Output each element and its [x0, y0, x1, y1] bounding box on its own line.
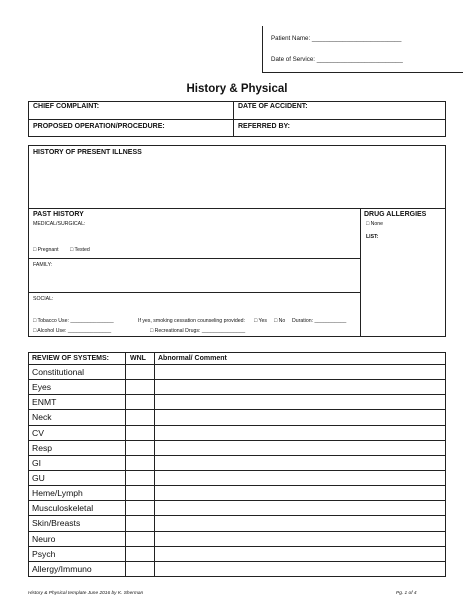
table-row — [28, 426, 446, 441]
ros-comment-cell[interactable] — [155, 426, 445, 440]
ros-wnl-cell[interactable] — [126, 486, 154, 500]
ros-system-label: Musculoskeletal — [32, 503, 94, 514]
none-checkbox[interactable]: □ None — [366, 221, 383, 227]
ros-wnl-cell[interactable] — [126, 516, 154, 530]
ros-system-label: Resp — [32, 442, 53, 453]
yes-checkbox[interactable]: □ Yes — [254, 318, 267, 324]
ros-comment-cell[interactable] — [155, 516, 445, 530]
alcohol-use-field[interactable]: □ Alcohol Use: _______________ — [33, 328, 112, 334]
table-row — [28, 380, 446, 395]
table-row — [28, 501, 446, 516]
family-label: FAMILY: — [33, 262, 53, 268]
ros-wnl-cell[interactable] — [126, 395, 154, 409]
ros-comment-cell[interactable] — [155, 395, 445, 409]
ros-wnl-cell[interactable] — [126, 426, 154, 440]
ros-wnl-cell[interactable] — [126, 562, 154, 577]
ros-system-label: Psych — [32, 548, 56, 559]
ros-wnl-cell[interactable] — [126, 365, 154, 379]
recreational-drugs-field[interactable]: □ Recreational Drugs: _______________ — [150, 328, 246, 334]
ros-comment-cell[interactable] — [155, 547, 445, 561]
table-row — [28, 471, 446, 486]
ros-wnl-cell[interactable] — [126, 410, 154, 424]
ros-system-label: Heme/Lymph — [32, 488, 83, 499]
table-row — [28, 516, 446, 531]
table-row — [28, 562, 446, 577]
medical-surgical-label: MEDICAL/SURGICAL: — [33, 221, 86, 227]
ros-system-label: Neuro — [32, 533, 56, 544]
ros-system-label: Skin/Breasts — [32, 518, 81, 529]
ros-header-comment: Abnormal/ Comment — [158, 355, 227, 362]
ros-system-label: Allergy/Immuno — [32, 563, 92, 574]
date-of-service-field[interactable]: Date of Service: _________________________ — [271, 56, 403, 63]
patient-name-field[interactable]: Patient Name: __________________________ — [271, 35, 402, 42]
ros-wnl-cell[interactable] — [126, 441, 154, 455]
tobacco-use-field[interactable]: □ Tobacco Use: _______________ — [33, 318, 114, 324]
ros-comment-cell[interactable] — [155, 456, 445, 470]
pregnant-checkbox[interactable]: □ Pregnant — [33, 247, 59, 253]
no-checkbox[interactable]: □ No — [274, 318, 286, 324]
allergy-list-label: LIST: — [366, 234, 379, 240]
table-row — [28, 441, 446, 456]
chief-complaint-label: CHIEF COMPLAINT: — [33, 103, 100, 110]
ros-system-label: GU — [32, 472, 45, 483]
duration-field[interactable]: Duration: ___________ — [292, 318, 347, 324]
ros-wnl-cell[interactable] — [126, 547, 154, 561]
ros-comment-cell[interactable] — [155, 365, 445, 379]
patient-info-box — [262, 26, 463, 73]
page-number: Pg. 1 of 4 — [396, 591, 417, 596]
ros-system-label: CV — [32, 427, 44, 438]
ros-comment-cell[interactable] — [155, 471, 445, 485]
table-row — [28, 365, 446, 380]
table-row — [28, 395, 446, 410]
ros-comment-cell[interactable] — [155, 486, 445, 500]
ros-wnl-cell[interactable] — [126, 501, 154, 515]
page-title: History & Physical — [186, 83, 288, 95]
ros-wnl-cell[interactable] — [126, 380, 154, 394]
table-row — [28, 547, 446, 562]
ros-comment-cell[interactable] — [155, 562, 445, 577]
ros-system-label: Eyes — [32, 382, 52, 393]
ros-comment-cell[interactable] — [155, 441, 445, 455]
ros-comment-cell[interactable] — [155, 501, 445, 515]
ros-comment-cell[interactable] — [155, 410, 445, 424]
table-row — [28, 456, 446, 471]
history-table — [28, 145, 446, 337]
tested-checkbox[interactable]: □ Tested — [70, 247, 90, 253]
ros-system-label: Neck — [32, 412, 52, 423]
drug-allergies-label: DRUG ALLERGIES — [364, 211, 427, 218]
social-label: SOCIAL: — [33, 296, 54, 302]
ros-wnl-cell[interactable] — [126, 456, 154, 470]
ros-header-system: REVIEW OF SYSTEMS: — [32, 355, 110, 362]
ros-comment-cell[interactable] — [155, 380, 445, 394]
ros-header-wnl: WNL — [130, 355, 146, 362]
ros-wnl-cell[interactable] — [126, 532, 154, 546]
table-row — [28, 532, 446, 547]
referred-by-label: REFERRED BY: — [238, 123, 290, 130]
footer-template-note: History & Physical template June 2016 by K. Sherman — [28, 591, 144, 596]
hpi-label: HISTORY OF PRESENT ILLNESS — [33, 149, 142, 156]
ros-system-label: ENMT — [32, 397, 57, 408]
cessation-label: If yes, smoking cessation counseling provided: — [138, 318, 245, 324]
past-history-label: PAST HISTORY — [33, 211, 84, 218]
ros-system-label: GI — [32, 457, 42, 468]
ros-comment-cell[interactable] — [155, 532, 445, 546]
ros-wnl-cell[interactable] — [126, 471, 154, 485]
proposed-operation-label: PROPOSED OPERATION/PROCEDURE: — [33, 123, 165, 130]
table-row — [28, 486, 446, 501]
ros-system-label: Constitutional — [32, 367, 85, 377]
table-row — [28, 410, 446, 425]
date-of-accident-label: DATE OF ACCIDENT: — [238, 103, 308, 110]
